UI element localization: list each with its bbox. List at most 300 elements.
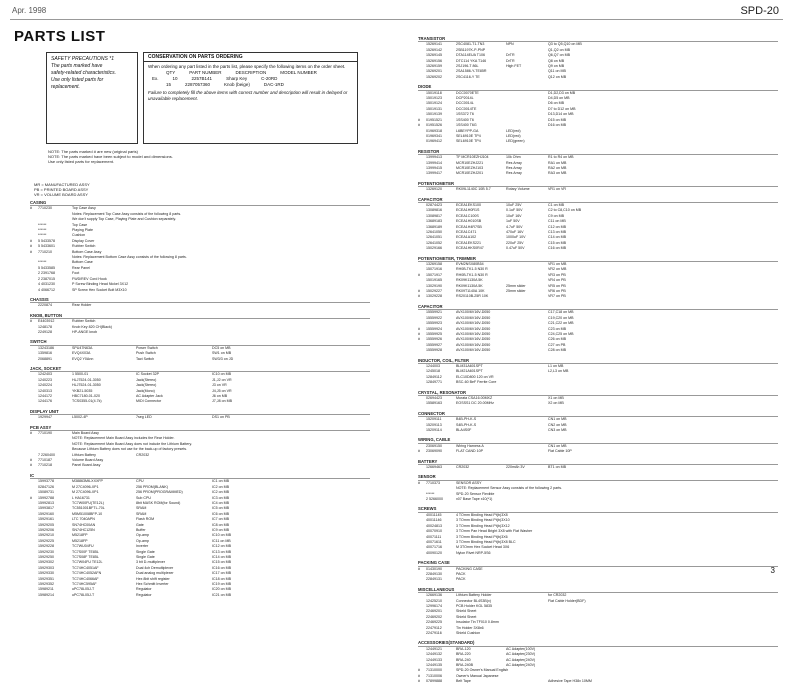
description-cell: uPC78L05J-T: [72, 592, 95, 597]
spec-cell: [506, 401, 548, 406]
location-cell: VR2 on MB: [548, 267, 567, 272]
spec-cell: SRAM: [136, 511, 147, 516]
description-cell: Knob Key 820 CH(Black): [72, 324, 112, 329]
description-cell: Foot: [72, 271, 80, 276]
part-number-cell: 1245018: [426, 369, 440, 374]
spec-cell: 220uF 25V: [506, 240, 524, 245]
spec-cell: Flash ROM: [136, 517, 155, 522]
ex-model: DAC-1RD: [263, 82, 284, 87]
part-number-cell: 2220874: [38, 303, 52, 308]
location-cell: C17,C18 on MB: [548, 310, 574, 315]
spec-cell: 220mAh 3V: [506, 465, 525, 470]
location-cell: Q3 to Q5,Q10 on MB: [548, 42, 582, 47]
part-number-cell: 1359816: [38, 351, 52, 356]
mark-cell: [418, 497, 426, 502]
spec-cell: 0.47uF 50V: [506, 246, 525, 251]
mark-cell: [418, 75, 426, 80]
parts-row: [418, 465, 778, 470]
spec-cell: [506, 380, 548, 385]
location-cell: IC14 on MB: [212, 554, 231, 559]
section-heading: PCB ASSY: [30, 425, 370, 431]
right-parts-column: [418, 32, 778, 685]
mark-cell: #: [418, 326, 420, 331]
ex-part: 2257B141: [191, 76, 213, 81]
spec-cell: Jack(Stereo): [136, 383, 157, 388]
mark-cell: [30, 303, 38, 308]
part-number-cell: 40070910: [426, 529, 442, 534]
description-cell: AVX100/6V16V-D050: [456, 310, 491, 315]
spec-cell: [136, 330, 212, 335]
description-cell: DCC0014L: [456, 101, 474, 106]
parts-row: [418, 631, 778, 636]
location-cell: C26 on MB: [548, 337, 566, 342]
description-cell: RS20110B-25R 10K: [456, 294, 489, 299]
description-cell: HLJ7524-01-3050: [72, 383, 101, 388]
part-number-cell: 02694423: [426, 395, 442, 400]
part-number-cell: 12641052: [426, 240, 442, 245]
description-cell: ECEA1H0R1S: [456, 208, 480, 213]
location-cell: SW3/3 on JD: [212, 356, 234, 361]
location-cell: IC9 on MB: [212, 527, 229, 532]
description-cell: M 27C4096-XP1: [72, 484, 99, 489]
location-cell: IC2 on MB: [212, 484, 229, 489]
location-cell: VR6 on PB: [548, 289, 566, 294]
spec-cell: Rotary Volume: [506, 187, 530, 192]
part-number-cell: 15559924: [426, 326, 442, 331]
mark-cell: #: [418, 272, 420, 277]
spec-cell: Regulator: [136, 587, 152, 592]
location-cell: for CR2032: [548, 593, 567, 598]
spec-cell: Single Gate: [136, 549, 155, 554]
location-cell: Q9 on MB: [548, 64, 565, 69]
part-number-cell: 40011145: [426, 512, 442, 517]
parts-row: [418, 679, 778, 684]
location-cell: IC7 on MB: [212, 517, 229, 522]
section-heading: MISCELLANEOUS: [418, 587, 778, 593]
mark-cell: #: [418, 679, 420, 684]
location-cell: VR1 on VR: [548, 187, 566, 192]
description-cell: FWD/REV Cord Hook: [72, 276, 107, 281]
description-cell: TC7S08F TE85L: [72, 554, 99, 559]
section-heading: CRYSTAL, RESONATOR: [418, 390, 778, 396]
location-cell: D13,D14 on MB: [548, 112, 574, 117]
description-cell: DTA114EUA T106: [456, 53, 485, 58]
part-number-cell: 12641050: [426, 230, 442, 234]
spec-cell: DrTR: [506, 53, 515, 58]
location-cell: X2 on MB: [548, 401, 564, 406]
description-cell: Rubber Switch: [72, 244, 96, 249]
part-number-cell: E4403912: [38, 319, 55, 324]
part-number-cell: 15089731: [38, 490, 54, 495]
mark-cell: [418, 401, 426, 406]
description-cell: FLAT CAND 10P: [456, 449, 484, 454]
spec-cell: DrTR: [506, 58, 515, 63]
location-cell: VR7 on PB: [548, 294, 566, 299]
spec-cell: Power Switch: [136, 345, 158, 350]
description-cell: RH0B-TK1-5 N30 R: [456, 272, 488, 277]
section-heading: POTENTIOMETER, TRIMMER: [418, 256, 778, 262]
spec-cell: Single Gate: [136, 554, 155, 559]
description-cell: Insulator Tin TF010 0.8mm: [456, 620, 499, 625]
location-cell: IC12 on MB: [212, 544, 231, 549]
description-cell: PACKING CASE: [456, 566, 483, 571]
part-number-cell: ******: [38, 228, 47, 233]
section-heading: CHASSIS: [30, 297, 370, 303]
location-cell: C24,C25 on MB: [548, 331, 574, 336]
spec-cell: Jack(Mono): [136, 388, 155, 393]
conservation-footer: Failure to completely fill the above items with correct number and description will result in delayed or unavailable replacement.: [148, 90, 348, 101]
col-model: MODEL NUMBER: [280, 70, 317, 75]
description-cell: 3 TOmm Binding Head Pt(b)3X6: [456, 534, 508, 539]
mark-cell: #: [30, 244, 32, 249]
part-number-cell: 15269202: [426, 74, 442, 79]
parts-row: [418, 187, 778, 192]
spec-cell: 256 PROM(BLANK): [136, 484, 168, 489]
conservation-heading: CONSERVATION ON PARTS ORDERING: [144, 53, 357, 62]
spec-cell: [506, 449, 548, 454]
spec-cell: NPN: [506, 42, 514, 47]
part-number-cell: 01951526: [426, 123, 442, 128]
description-cell: M 27C4096-XP1: [72, 490, 99, 495]
spec-cell: AC Adapter Jack: [136, 394, 163, 398]
part-number-cell: 15019118: [426, 90, 442, 95]
part-number-cell: 13999417: [426, 171, 442, 176]
parts-row: [418, 428, 778, 433]
parts-row: [30, 330, 370, 335]
location-cell: D6 on MB: [548, 101, 564, 106]
spec-cell: IC Socket 32P: [136, 372, 159, 377]
ex-desc: Knob (beige): [224, 82, 250, 87]
part-number-cell: 40071716: [426, 545, 442, 550]
part-number-cell: 7710230: [38, 206, 52, 211]
mark-cell: #: [30, 319, 32, 324]
part-number-cell: 15019123: [426, 96, 442, 101]
mark-cell: #: [418, 673, 420, 678]
location-cell: VR1 on MB: [548, 262, 567, 267]
description-cell: BLM21A601SPT: [456, 369, 483, 374]
description-cell: TC7WU04FU: [72, 544, 94, 549]
conservation-example-2: [148, 82, 353, 88]
part-number-cell: 02874423: [426, 202, 442, 207]
mark-cell: #: [418, 331, 420, 336]
location-cell: C16 on MB: [548, 246, 566, 251]
description-cell: TC74HC4052AFN: [72, 571, 102, 576]
location-cell: BT1 on MB: [548, 465, 566, 470]
location-cell: D1,D2,D3 on MB: [548, 90, 576, 95]
description-cell: HP-ANGE knob: [72, 329, 98, 334]
spec-cell: Tact Switch: [136, 356, 155, 361]
section-heading: PACKING CASE: [418, 560, 778, 566]
description-cell: Display Cover: [72, 238, 95, 243]
location-cell: IC19 on MB: [212, 582, 231, 586]
mark-cell: [418, 246, 426, 251]
spec-cell: Dual 4ch Demultiplexer: [136, 565, 174, 570]
description-cell: ECEA1C100S: [456, 213, 479, 218]
spec-cell: Jack(Stereo): [136, 377, 157, 382]
left-parts-column: [30, 196, 370, 598]
part-number-cell: 15929205: [38, 522, 54, 527]
spec-cell: LED(red): [506, 128, 521, 133]
location-cell: IC2 on MB: [212, 490, 229, 495]
section-heading: CASING: [30, 200, 370, 206]
part-number-cell: 15929303: [38, 565, 54, 570]
part-number-cell: 01969318: [426, 128, 442, 133]
part-number-cell: 15989211: [38, 587, 54, 592]
mark-cell: #: [418, 566, 420, 571]
location-cell: L2,L3 on MB: [548, 369, 569, 374]
spec-cell: Inverter: [136, 544, 149, 549]
caution-line: replacement.: [51, 84, 80, 90]
parts-row: [30, 357, 370, 362]
description-cell: Shield Cushion: [456, 631, 481, 635]
spec-cell: [506, 348, 548, 353]
description-cell: RK09K1130A 5K: [456, 278, 483, 283]
parts-row: [418, 139, 778, 144]
location-cell: [548, 577, 778, 582]
description-cell: SN74HC125N: [72, 527, 95, 532]
description-cell: Notes: Replacement Top Case Assy consists of the following 8 parts.: [72, 211, 182, 216]
location-cell: DS1 on PB: [212, 415, 230, 420]
description-cell: TC7S00F TE85L: [72, 549, 99, 554]
description-cell: Top Case Assy: [72, 206, 96, 211]
description-cell: 2SJ196-T 86L: [456, 64, 479, 69]
spec-cell: [506, 294, 548, 299]
part-number-cell: 22469225: [426, 620, 442, 625]
mark-cell: #: [418, 337, 420, 342]
location-cell: C28 on MB: [548, 348, 566, 353]
section-heading: INDUCTOR, COIL, FILTER: [418, 358, 778, 364]
part-number-cell: 1240223: [38, 377, 52, 382]
description-cell: BLM31A601SPT: [456, 363, 483, 368]
spec-cell: 1000uF 10V: [506, 235, 526, 240]
description-cell: NOTE: Replacement Main Board Assy does not include the Lithium Battery.: [72, 441, 192, 446]
description-cell: SN74HC00AN: [72, 522, 96, 527]
description-cell: 2SC4116-Y TE: [456, 74, 480, 79]
part-number-cell: 13089817: [426, 213, 442, 218]
part-number-cell: 22849131: [426, 577, 442, 582]
description-cell: ECEA1HKS0R47: [456, 246, 484, 251]
description-cell: RK09L1140C 10B 5.7: [456, 187, 491, 192]
part-number-cell: 15029227: [426, 289, 442, 294]
description-cell: AVX100/6V16V-D050: [456, 321, 491, 326]
description-cell: M38863M6-XXXFP: [72, 479, 103, 484]
description-cell: 2SC4081-T1-TN3: [456, 42, 485, 47]
part-number-cell: 40011146: [426, 518, 442, 523]
header-date: Apr. 1998: [12, 6, 47, 15]
caution-line: safety-related characteristics.: [51, 70, 117, 76]
part-number-cell: 15993778: [38, 479, 54, 484]
description-cell: Rubber Switch: [72, 319, 96, 324]
part-number-cell: 01430190: [426, 566, 442, 571]
description-cell: L HA16731: [72, 495, 90, 500]
mark-cell: #: [30, 458, 32, 463]
location-cell: IC6 on MB: [212, 511, 229, 516]
description-cell: AVX100/6V16V-D050: [456, 342, 491, 347]
location-cell: VR5 on PB: [548, 283, 566, 288]
mark-cell: [30, 399, 38, 404]
location-cell: L1 on MB: [548, 363, 564, 368]
location-cell: IC8 on MB: [212, 522, 229, 527]
description-cell: HLJ7524-01-3050: [72, 377, 101, 382]
description-cell: TC7W04FU TE12L: [72, 560, 103, 565]
location-cell: X1 on MB: [548, 395, 564, 400]
part-number-cell: 13269120: [426, 187, 442, 192]
description-cell: Playing Plate: [72, 228, 93, 233]
description-cell: NOTE: Replacement Sensor Assy consists of the following 2 parts.: [456, 486, 563, 491]
description-cell: SPD-20 Sensor Flexible: [456, 491, 495, 496]
location-cell: [548, 139, 778, 144]
description-cell: Wiring Harness A: [456, 443, 484, 448]
spec-cell: 7seg LED: [136, 415, 152, 420]
section-heading: SCREWS: [418, 506, 778, 512]
description-cell: Notes: Replacement Bottom Case Assy consists of the following 8 parts.: [72, 255, 187, 260]
description-cell: 3 TOmm Binding Head Pt(b)3X8 BLC: [456, 539, 516, 544]
description-cell: DCC0070ETE: [456, 90, 479, 95]
parts-row: [418, 577, 778, 582]
part-number-cell: 40024813: [426, 523, 442, 528]
location-cell: IC21 on MB: [212, 592, 231, 597]
part-number-cell: 40071611: [426, 539, 442, 544]
description-cell: Shield Sheet: [456, 614, 477, 619]
mark-cell: #: [30, 238, 32, 243]
section-heading: CONNECTOR: [418, 411, 778, 417]
location-cell: IC13 on MB: [212, 549, 231, 554]
description-cell: Nylon Rivet NRP-5S6: [456, 550, 491, 555]
spec-cell: Op-amp: [136, 538, 149, 543]
location-cell: J6 on MB: [212, 394, 228, 398]
description-cell: PCB Holder KGL 5835: [456, 603, 493, 608]
description-cell: ECEA1EKS221: [456, 240, 481, 245]
section-heading: BATTERY: [418, 459, 778, 465]
location-cell: CN2 on MB: [548, 422, 567, 427]
part-number-cell: 12996174: [426, 603, 442, 608]
spec-cell: LED(red): [506, 133, 521, 138]
description-cell: Lithium Battery: [72, 452, 96, 457]
parts-row: [418, 75, 778, 80]
part-number-cell: 1244172: [38, 394, 52, 398]
part-number-cell: 1240313: [38, 388, 52, 393]
part-number-cell: 15559926: [426, 337, 442, 342]
part-number-cell: 15019165: [426, 278, 442, 283]
part-number-cell: 22479116: [426, 631, 442, 635]
location-cell: C9 on MB: [548, 213, 564, 218]
description-cell: BRA-220: [456, 652, 471, 657]
description-cell: Tin Holder 3X8x6: [456, 625, 484, 630]
description-cell: SP Screw Hex Socket Bolt M3X10: [72, 287, 127, 292]
spec-cell: 10uF 25V: [506, 202, 522, 207]
description-cell: 1SS400 T6: [456, 117, 474, 122]
mark-cell: #: [418, 480, 420, 485]
mark-cell: [418, 631, 426, 636]
location-cell: IC18 on MB: [212, 576, 231, 581]
location-cell: J7,J8 on MB: [212, 399, 232, 404]
location-cell: D4,D5 on MB: [548, 96, 570, 101]
spec-cell: AC Adapter(100V): [506, 646, 536, 651]
description-cell: 3 TOmm Pan Head Bright 3X8 with Flat Washer: [456, 529, 533, 534]
location-cell: DC5 on MB: [212, 345, 231, 350]
part-number-cell: 1929947: [38, 415, 52, 420]
description-cell: Shield Sheet: [456, 609, 477, 614]
mark-cell: [418, 348, 426, 353]
section-heading: WIRING, CABLE: [418, 437, 778, 443]
part-number-cell: 2 2387015: [38, 276, 55, 281]
spec-cell: 8bit MASK ROM(for Sound): [136, 500, 181, 505]
parts-row: [418, 497, 778, 502]
description-cell: DCC0014TE: [456, 106, 477, 111]
part-number-cell: 22469201: [426, 609, 442, 614]
part-number-cell: 7710210: [38, 249, 52, 254]
description-cell: YKB21-5035: [72, 388, 93, 393]
location-cell: D16 on MB: [548, 123, 566, 128]
location-cell: C23 on MB: [548, 326, 566, 331]
description-cell: AVX100/6V16V-D050: [456, 348, 491, 353]
parts-row: [418, 348, 778, 353]
page-number: 3: [770, 566, 775, 575]
description-cell: Because Lithium Battery does not use for the back-up of factory presets.: [72, 447, 188, 452]
mark-cell: #: [30, 463, 32, 468]
part-number-cell: 07899888: [426, 679, 442, 684]
part-number-cell: 1242403: [38, 372, 52, 377]
header-rule: [10, 19, 783, 20]
part-number-cell: 23069150: [426, 443, 442, 448]
parts-row: [418, 449, 778, 454]
description-cell: 3 TOmm Binding Head Pt(b)3X10: [456, 518, 510, 523]
description-cell: ELC10D800 120 on VR: [456, 374, 494, 379]
abbr-line: VR = VOLUME BOARD ASSY: [34, 192, 88, 197]
part-number-cell: 15929330: [38, 571, 54, 576]
mark-cell: [418, 551, 426, 556]
part-number-cell: 15559925: [426, 331, 442, 336]
mark-cell: #: [418, 117, 420, 122]
header-model: SPD-20: [740, 5, 779, 17]
description-cell: BSC-60 BeF Ferrite Core: [456, 380, 497, 385]
description-cell: Cushion: [72, 233, 86, 238]
part-number-cell: 15559927: [426, 342, 442, 347]
spec-cell: AC Adapter(230V): [506, 652, 536, 657]
description-cell: Volume Board Assy: [72, 458, 104, 463]
spec-cell: CPU: [136, 479, 144, 484]
description-cell: M5218FP: [72, 533, 88, 538]
ex-qty: 10: [172, 76, 178, 81]
description-cell: AVX100/6V16V-D050: [456, 331, 491, 336]
section-heading: TRANSISTOR: [418, 36, 778, 42]
description-cell: P Screw Binding Head Nickel 3X12: [72, 282, 129, 287]
location-cell: Flat Cable Holder(BDF): [548, 598, 586, 603]
location-cell: C14 on MB: [548, 235, 566, 240]
mark-cell: #: [30, 206, 32, 211]
description-cell: 2SB1197K-P-PNP: [456, 47, 486, 52]
section-heading: ACCESSORIES(STANDARD): [418, 640, 778, 646]
spec-cell: AC Adapter(240V): [506, 663, 536, 668]
spec-cell: 470uF 16V: [506, 230, 524, 234]
part-number-cell: 15929206: [38, 527, 54, 532]
part-number-cell: 15589163: [426, 401, 442, 406]
description-cell: Rear Holder: [72, 303, 92, 308]
location-cell: IC1 on MB: [212, 479, 229, 484]
location-cell: [212, 303, 370, 308]
location-cell: Q8 on MB: [548, 58, 565, 63]
location-cell: IC10 on MB: [212, 533, 231, 538]
mark-cell: #: [418, 294, 420, 299]
description-cell: Bottom Case Assy: [72, 249, 102, 254]
spec-cell: [506, 551, 548, 556]
spec-cell: 25mm slider: [506, 289, 526, 294]
description-cell: MCR10EZHJ103: [456, 165, 484, 170]
part-number-cell: 1244176: [38, 399, 52, 404]
part-number-cell: 15929160: [38, 511, 54, 516]
location-cell: RA2 on MB: [548, 165, 567, 170]
description-cell: Owner's Manual Japanese: [456, 673, 499, 678]
